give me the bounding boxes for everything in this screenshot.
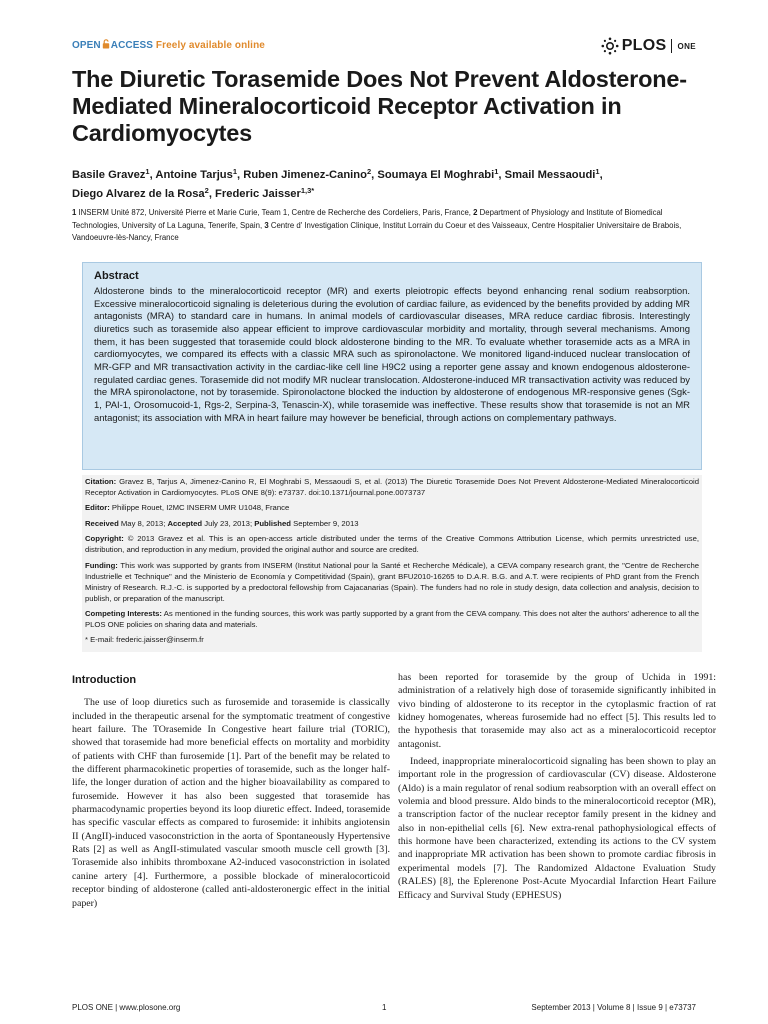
- affiliation-number: 1: [72, 208, 77, 217]
- oa-access-text: ACCESS: [110, 40, 154, 51]
- funding: Funding: This work was supported by grants from INSERM (Institut National pour la Santé et Recherche Médicale), a CEVA company research grant, the "Centre de Recherche Industrielle et Technique" and the Ministerio de Economía y Competitividad (Spain), grant BFU2010-16265 to D.A.R. B.G. and A.T. were recipients of PhD grant from the French Ministry of Research. R.J.-C. is supported by a predoctoral fellowship from Cajacanarias (Spain). The funders had no role in study design, data collection and analysis, decision to publish, or preparation of the manuscript.: [85, 560, 699, 603]
- author: Ruben Jimenez-Canino$^2$,: [243, 167, 378, 181]
- footer-journal: PLOS ONE | www.plosone.org: [72, 1003, 181, 1012]
- footer-issue: September 2013 | Volume 8 | Issue 9 | e73737: [531, 1003, 696, 1012]
- author-list: [72, 166, 712, 204]
- author: Soumaya El Moghrabi$^1$,: [377, 167, 505, 181]
- abstract-heading: Abstract: [94, 270, 139, 282]
- plos-wordmark: PLOS: [621, 37, 667, 54]
- article-metadata: [82, 475, 702, 652]
- body-paragraph: has been reported for torasemide by the group of Uchida in 1991: administration of a relatively high dose of torasemide significantly inhibited in vivo binding of aldosterone to its receptor in the cytoplasmic fraction of rat kidney homogenates, whereas furosemide had no effect [5]. This results led to the hypothesis that torasemide may also act as a mineralocorticoid receptor antagonist.: [398, 672, 716, 750]
- body-paragraph: Indeed, inappropriate mineralocorticoid signaling has been shown to play an important role in the progression of cardiovascular (CV) disease. Aldosterone (Aldo) is a main regulator of renal sodium reabsorption with an overall effect on volemia and blood pressure. Aldo binds to the mineralocorticoid receptor (MR), a transcription factor of the nuclear receptor family present in the kidney and also in non-epithelial cells [6]. New extra-renal pathophysiological effects of this hormone have been characterized, extending its actions to the CV system and inappropriate MR activation has been shown to promote cardiac fibrosis in experimental models [7]. The Randomized Aldactone Evaluation Study (RALES) [8], the Eplerenone Post-Acute Myocardial Infarction Heart Failure Efficacy and Survival Study (EPHESUS): [398, 756, 716, 901]
- one-wordmark: ONE: [677, 41, 696, 51]
- article-title: The Diuretic Torasemide Does Not Prevent Aldosterone-Mediated Mineralocorticoid Receptor Activation in Cardiomyocytes: [72, 66, 687, 146]
- affiliation-text: Centre d' Investigation Clinique, Institut Lorrain du Coeur et des Vaisseaux, Centre Hospitalier Universitaire de Brabois, Vandoeuvre-lès-Nancy, France: [72, 220, 682, 243]
- plos-one-logo: [601, 36, 696, 56]
- dates: Received May 8, 2013; Accepted July 23, 2013; Published September 9, 2013: [85, 518, 359, 528]
- author: Antoine Tarjus$^1$,: [155, 167, 244, 181]
- corresponding-email: * E-mail: frederic.jaisser@inserm.fr: [85, 635, 204, 645]
- body-column-right: [398, 671, 716, 902]
- editor: Editor: Philippe Rouet, I2MC INSERM UMR U1048, France: [85, 503, 290, 513]
- plos-sun-icon: [601, 37, 619, 55]
- open-access-banner: [72, 39, 265, 51]
- oa-open-text: OPEN: [72, 40, 101, 51]
- affiliation-text: Department of Physiology and Institute of Biomedical Technologies, University of La Laguna, Tenerife, Spain,: [72, 208, 663, 230]
- oa-free-text: Freely available online: [155, 40, 265, 51]
- citation: Citation: Gravez B, Tarjus A, Jimenez-Canino R, El Moghrabi S, Messaoudi S, et al. (2013) The Diuretic Torasemide Does Not Prevent Aldosterone-Mediated Mineralocorticoid Receptor Activation in Cardiomyocytes. PLoS ONE 8(9): e73737. doi:10.1371/journal.pone.0073737: [85, 477, 699, 497]
- affiliation-text: INSERM Unité 872, Université Pierre et Marie Curie, Team 1, Centre de Recherche des Cordeliers, Paris, France,: [76, 208, 474, 217]
- affiliation-number: 3: [264, 220, 269, 230]
- affiliation-number: 2: [473, 208, 478, 217]
- competing-interests: Competing Interests: As mentioned in the funding sources, this work was partly supported by a grant from the CEVA company. This does not alter the authors' adherence to all the PLOS ONE policies on sharing data and materials.: [85, 609, 699, 629]
- logo-divider: [671, 39, 672, 53]
- author: Basile Gravez$^1$,: [72, 167, 156, 181]
- author: Frederic Jaisser$^{1,3*}$: [215, 186, 315, 200]
- affiliations: [72, 207, 708, 245]
- copyright: Copyright: © 2013 Gravez et al. This is an open-access article distributed under the terms of the Creative Commons Attribution License, which permits unrestricted use, distribution, and reproduction in any medium, provided the original author and source are credited.: [85, 534, 699, 555]
- author: Smail Messaoudi$^1$,: [504, 167, 603, 181]
- body-column-left: [72, 674, 390, 910]
- abstract-box: [82, 262, 702, 470]
- page-header: [72, 36, 696, 56]
- abstract-text: Aldosterone binds to the mineralocorticoid receptor (MR) and exerts pleiotropic effects beyond enhancing renal sodium reabsorption. Excessive mineralocorticoid signaling is deleterious during the evolution of cardiac failure, as evidenced by the benefits provided by adding MR antagonists (MRA) to standard care in humans. In animal models of cardiovascular diseases, MRA reduce cardiac fibrosis. Interestingly diuretics such as torasemide also appear efficient to improve cardiovascular morbidity and mortality, through several mechanisms. Among them, it has been suggested that torasemide could block aldosterone binding to the MR. To evaluate whether torasemide acts as a MRA in cardiomyocytes, we compared its effects with a classic MRA such as spironolactone. We monitored ligand-induced nuclear translocation of MR-GFP and MR transactivation activity in the cardiac-like cell line H9C2 using a reporter gene assay and known endogenous aldosterone-regulated cardiac genes. Torasemide did not modify MR nuclear translocation. Aldosterone-induced MR transactivation activity was reduced by the MRA spironolactone, not by torasemide. Spironolactone blocked the induction by aldosterone of endogenous MR-responsive genes (Sgk-1, PAI-1, Orosomucoid-1, Rgs-2, Serpina-3, Tenascin-X), while torasemide was ineffective. These results show that torasemide is not an MR antagonist; its association with MRA in heart failure may however be beneficial, through actions on complementary pathways.: [94, 286, 690, 424]
- section-heading-introduction: Introduction: [72, 674, 137, 686]
- body-paragraph: The use of loop diuretics such as furosemide and torasemide is classically included in the therapeutic arsenal for the symptomatic treatment of congestive heart failure. The TOrasemide In Congestive heart failure trial (TORIC), showed that torasemide had more beneficial effects on mortality and morbidity of patients with CHF than furosemide [1]. Part of the benefit may be related to the different pharmacokinetic properties of torasemide, such as the longer half-life, the longer duration of action and the higher bioavailability as compared to furosemide. However it has also been suggested that torasemide has pharmacodynamic properties beyond its loop diuretic effect. Indeed, torasemide has specific vascular effects as compared to furosemide: it inhibits angiotensin II (AngII)-induced vasoconstriction in the aorta of Spontaneously Hypertensive Rats [2] as well as AngII-stimulated vascular smooth muscle cell growth [3]. Torasemide also inhibits thromboxane A2-induced vasoconstriction in isolated canine artery [4]. Furthermore, a possible blockade of mineralocorticoid receptor binding of aldosterone (called anti-aldosteronergic effect in the initial paper): [72, 697, 390, 909]
- open-lock-icon: [102, 39, 110, 49]
- author: Diego Alvarez de la Rosa$^2$,: [72, 186, 216, 200]
- page-number: 1: [382, 1003, 387, 1012]
